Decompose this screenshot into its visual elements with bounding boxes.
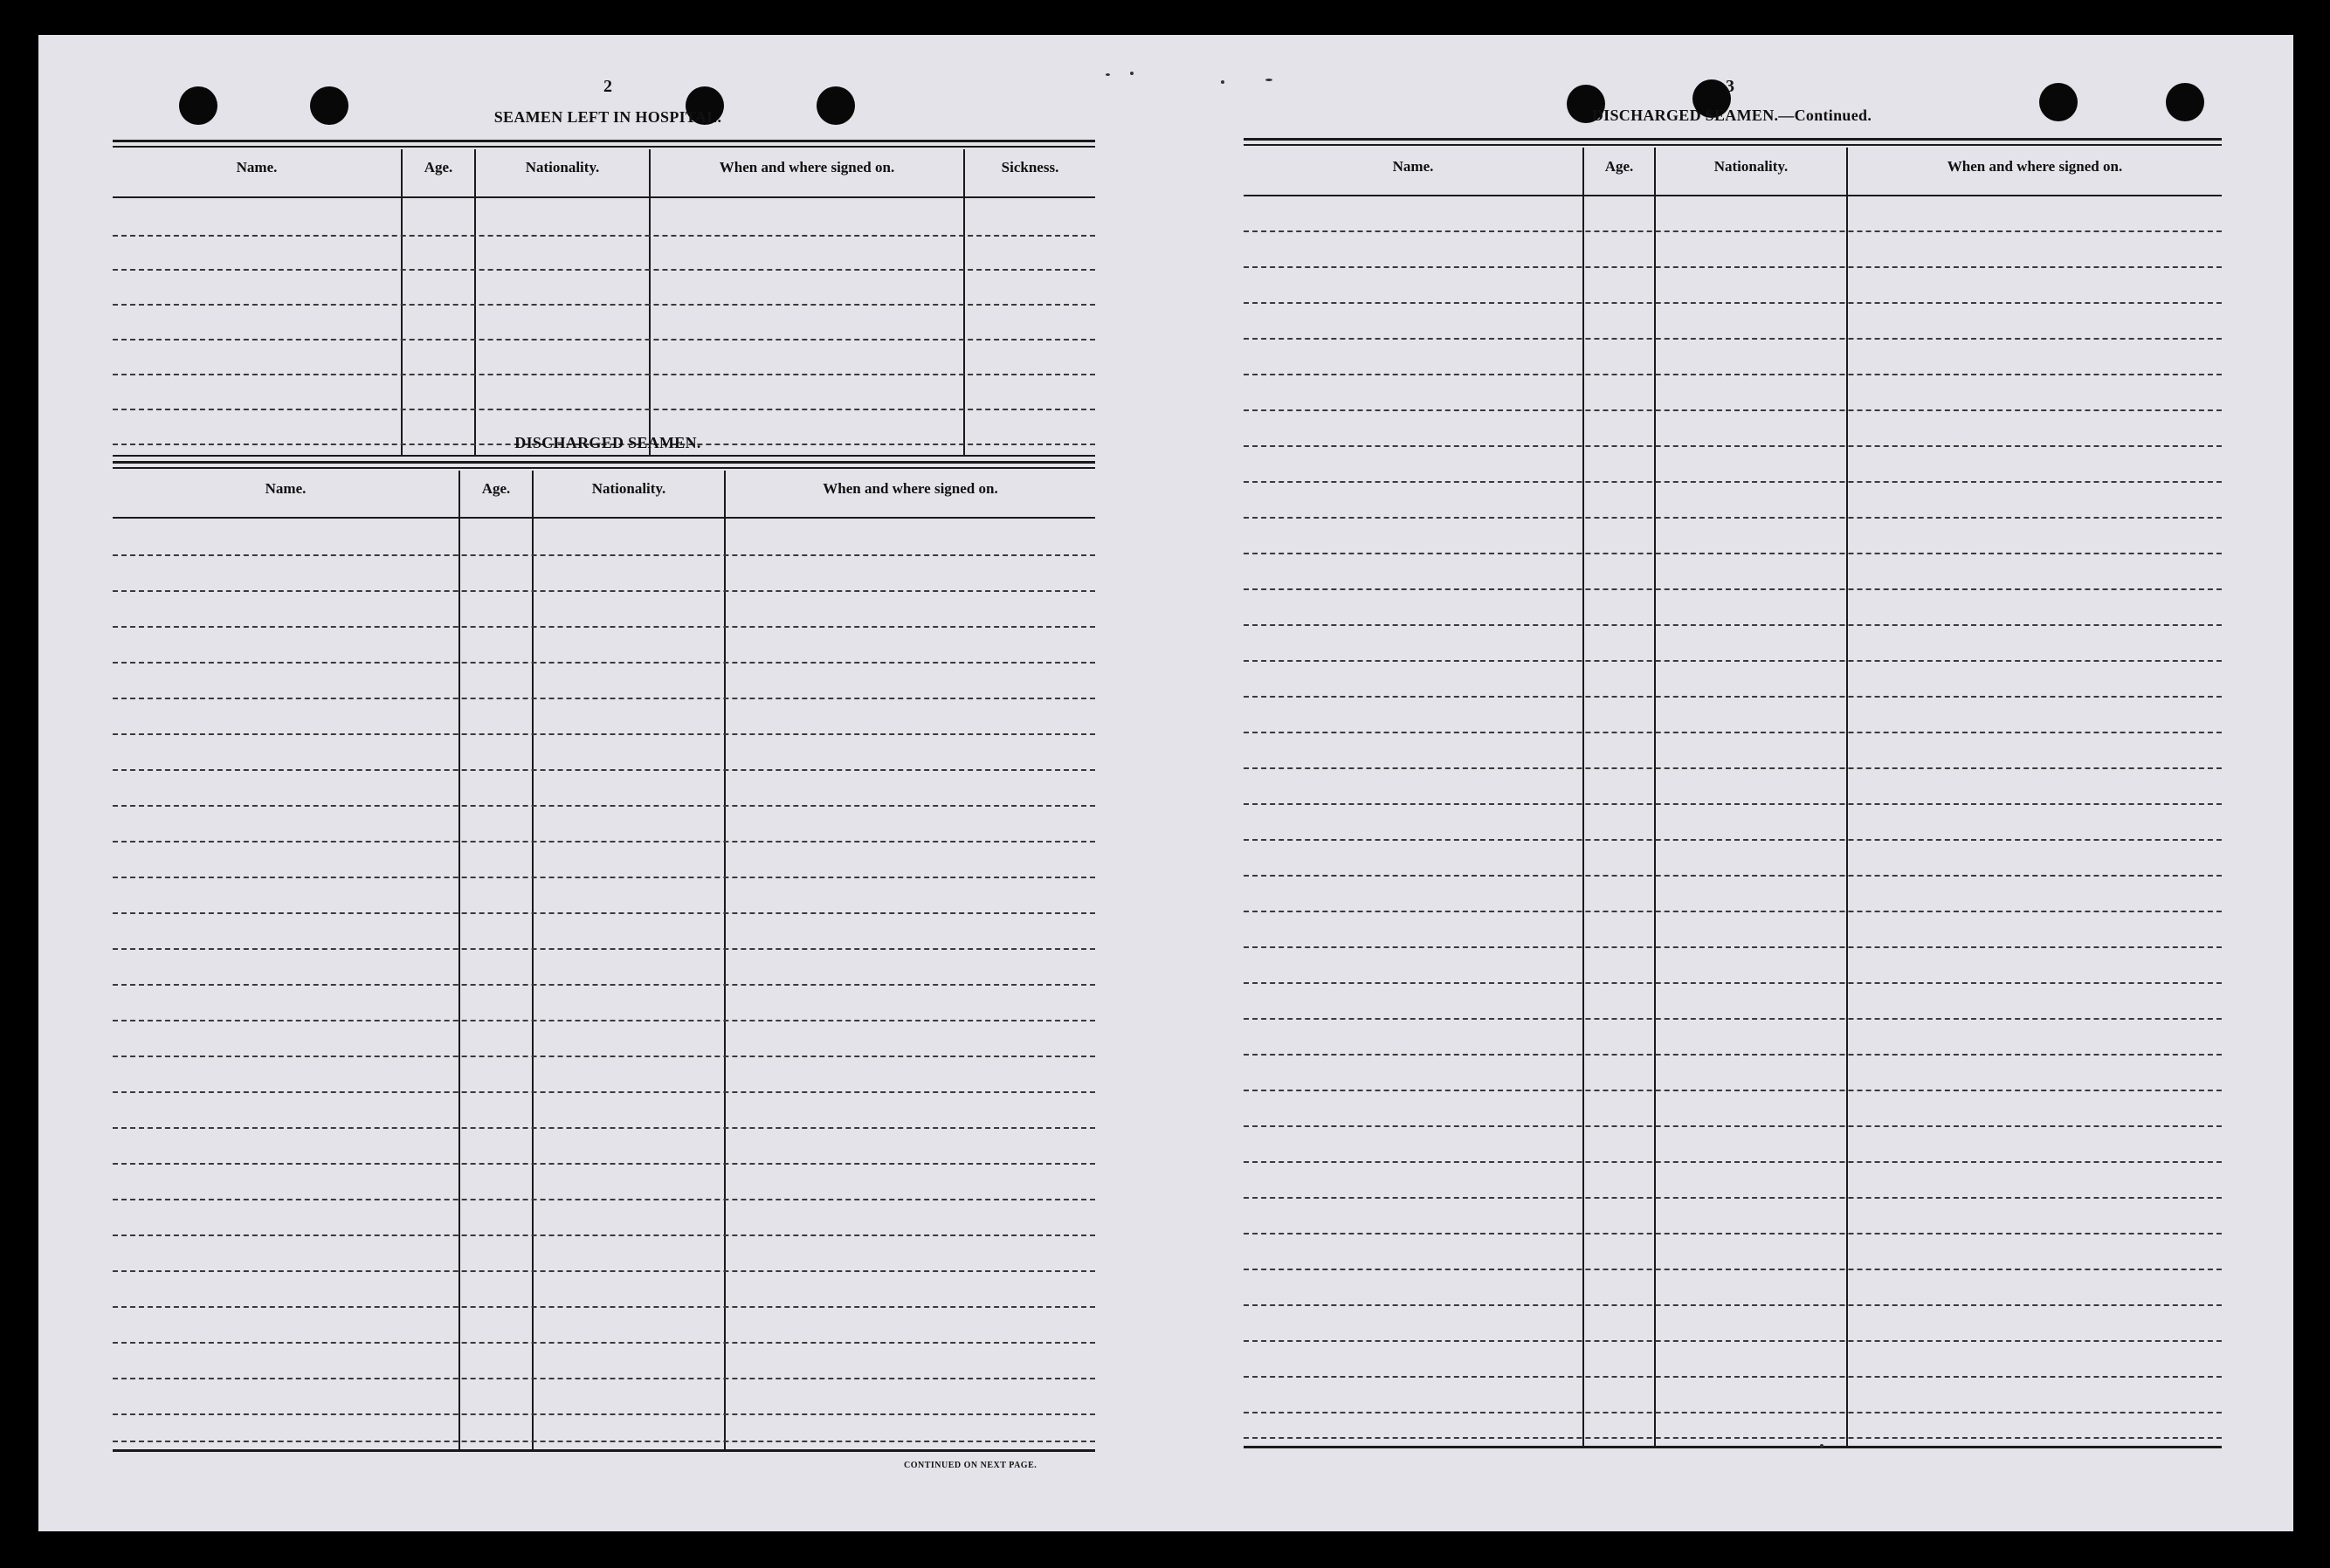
print-speck [1221, 80, 1224, 84]
entry-row [113, 769, 1095, 771]
entry-row [1244, 1197, 2222, 1199]
punch-hole [310, 86, 348, 125]
right-page [1165, 35, 2293, 1531]
entry-row [1244, 767, 2222, 769]
continued-note: CONTINUED ON NEXT PAGE. [904, 1461, 1037, 1470]
entry-row [1244, 660, 2222, 662]
entry-row [113, 984, 1095, 986]
entry-row [113, 948, 1095, 950]
entry-row [113, 805, 1095, 807]
entry-row [1244, 1412, 2222, 1413]
entry-row [1244, 481, 2222, 483]
entry-row [1244, 1340, 2222, 1342]
entry-row [1244, 732, 2222, 733]
entry-row [113, 339, 1095, 340]
entry-row [113, 1306, 1095, 1308]
entry-row [1244, 803, 2222, 805]
column-header-name: Name. [236, 159, 278, 175]
punch-hole [2166, 83, 2204, 121]
entry-row [113, 1441, 1095, 1442]
entry-row [1244, 982, 2222, 984]
page-number: 2 [603, 77, 612, 96]
entry-row [113, 1270, 1095, 1272]
entry-row [113, 626, 1095, 628]
column-header-age: Age. [424, 159, 453, 175]
continued-section-title: DISCHARGED SEAMEN.—Continued. [1591, 107, 1872, 124]
entry-row [113, 590, 1095, 592]
entry-row [1244, 839, 2222, 841]
entry-row [1244, 1437, 2222, 1439]
column-header-name: Name. [265, 480, 307, 497]
entry-row [1244, 696, 2222, 698]
entry-row [113, 912, 1095, 914]
entry-row [1244, 1233, 2222, 1234]
entry-row [1244, 1304, 2222, 1306]
entry-row [1244, 875, 2222, 877]
punch-hole [2039, 83, 2078, 121]
entry-row [1244, 1054, 2222, 1056]
hospital-section-title: SEAMEN LEFT IN HOSPITAL. [493, 108, 722, 126]
entry-row [1244, 517, 2222, 519]
entry-row [113, 1163, 1095, 1165]
entry-row [113, 269, 1095, 271]
entry-row [113, 1378, 1095, 1379]
entry-row [1244, 1018, 2222, 1020]
entry-row [113, 1127, 1095, 1129]
punch-hole [817, 86, 855, 125]
entry-row [1244, 1125, 2222, 1127]
entry-row [113, 409, 1095, 410]
column-header-nationality: Nationality. [525, 159, 600, 175]
entry-row [1244, 588, 2222, 590]
column-header-signed-on: When and where signed on. [719, 159, 895, 175]
entry-row [1244, 302, 2222, 304]
entry-row [1244, 553, 2222, 554]
page-number: 3 [1726, 77, 1734, 96]
entry-row [113, 374, 1095, 375]
entry-row [1244, 624, 2222, 626]
entry-row [113, 733, 1095, 735]
entry-row [113, 554, 1095, 556]
column-header-nationality: Nationality. [1713, 158, 1789, 175]
column-header-name: Name. [1392, 158, 1434, 175]
left-page [38, 35, 1165, 1531]
entry-row [1244, 1376, 2222, 1378]
entry-row [1244, 409, 2222, 411]
entry-row [113, 698, 1095, 699]
print-speck [1130, 72, 1134, 75]
entry-row [113, 1413, 1095, 1415]
discharged-section-title: DISCHARGED SEAMEN. [514, 434, 701, 451]
column-header-nationality: Nationality. [591, 480, 666, 497]
entry-row [113, 1234, 1095, 1236]
entry-row [1244, 374, 2222, 375]
entry-row [113, 877, 1095, 878]
entry-row [1244, 1161, 2222, 1163]
punch-hole [179, 86, 217, 125]
column-header-age: Age. [481, 480, 511, 497]
entry-row [1244, 445, 2222, 447]
entry-row [113, 304, 1095, 306]
scanned-form-sheet [38, 35, 2293, 1531]
entry-row [113, 1056, 1095, 1057]
entry-row [1244, 1090, 2222, 1091]
column-header-signed-on: When and where signed on. [823, 480, 998, 497]
entry-row [113, 1199, 1095, 1200]
entry-row [113, 1091, 1095, 1093]
entry-row [113, 841, 1095, 842]
entry-row [1244, 946, 2222, 948]
column-header-sickness: Sickness. [1001, 159, 1059, 175]
print-speck [1820, 1444, 1823, 1448]
entry-row [113, 662, 1095, 664]
entry-row [1244, 230, 2222, 232]
entry-row [1244, 1269, 2222, 1270]
column-header-age: Age. [1604, 158, 1634, 175]
print-speck [1265, 79, 1272, 81]
entry-row [1244, 338, 2222, 340]
print-speck [1106, 73, 1110, 76]
entry-row [1244, 266, 2222, 268]
entry-row [1244, 911, 2222, 912]
entry-row [113, 1342, 1095, 1344]
entry-row [113, 1020, 1095, 1021]
column-header-signed-on: When and where signed on. [1947, 158, 2123, 175]
entry-row [113, 235, 1095, 237]
